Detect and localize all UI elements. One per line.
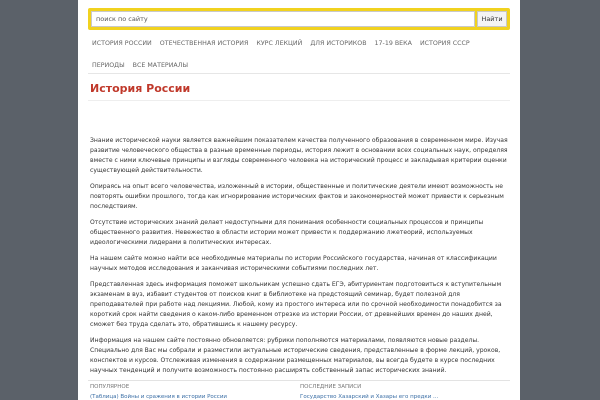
paragraph: Знание исторической науки является важнейшим показателем качества полученного образования в современном мире. Изучая развитие человеческого общества в разные временные периоды, история лежит в основании всех социальных наук, определяя вместе с ними ключевые принципы и взгляды современного человека на исторический процесс и закладывая критерии оценки существующей действительности. <box>90 137 508 174</box>
popular-widget-title: ПОПУЛЯРНОЕ <box>90 384 130 390</box>
recent-widget-title: ПОСЛЕДНИЕ ЗАПИСИ <box>300 384 362 390</box>
nav-item-kurs-lekciy[interactable]: КУРС ЛЕКЦИЙ <box>256 40 303 47</box>
nav-item-istoriya-sssr[interactable]: ИСТОРИЯ СССР <box>419 40 470 47</box>
paragraph: На нашем сайте можно найти все необходимые материалы по истории Российского государства, начиная от классификации научных методов исследования и заканчивая историческими событиями последних лет. <box>90 255 497 272</box>
title-divider <box>88 100 510 101</box>
paragraph: Представленная здесь информация поможет школьникам успешно сдать ЕГЭ, абитуриентам подготовиться к вступительным экзаменам в вуз, избавит студентов от поисков книг в библиотеке на предстоящий семинар, будет полезной для преподавателей при работе над лекциями. Любой, кому из простого интереса или по срочной необходимости понадобится за короткий срок найти сведения о каком-либо временном отрезке из истории России, от древнейших времен до наших дней, сможет без труда сделать это, обратившись к нашему ресурсу. <box>90 281 502 328</box>
nav-item-periody[interactable]: ПЕРИОДЫ <box>92 62 125 69</box>
nav-item-dlya-istorikov[interactable]: ДЛЯ ИСТОРИКОВ <box>310 40 367 47</box>
nav-item-17-19-veka[interactable]: 17-19 ВЕКА <box>374 40 412 47</box>
page-title: История России <box>90 82 191 95</box>
nav-item-otechestvennaya-istoriya[interactable]: ОТЕЧЕСТВЕННАЯ ИСТОРИЯ <box>159 40 249 47</box>
paragraph: Отсутствие исторических знаний делает недоступными для понимания особенности социальных процессов и принципы общественного развития. Невежество в области истории может привести к поддержанию лжетеорий, используемых идеологическими лидерами в политических интересах. <box>90 219 484 246</box>
paragraph: Информация на нашем сайте постоянно обновляется: рубрики пополняются материалами, появляются новые разделы. Специально для Вас мы собрали и разместили актуальные исторические сведения, представленные в форме лекций, уроков, конспектов и курсов. Отслеживая изменения в содержании размещенных материалов, вы всегда будете в курсе последних научных тенденций и получите возможность постоянно расширять собственный запас исторических знаний. <box>90 337 501 374</box>
nav-item-vse-materialy[interactable]: ВСЕ МАТЕРИАЛЫ <box>132 62 189 69</box>
search-button[interactable]: Найти <box>477 11 507 27</box>
article-content <box>90 136 508 382</box>
main-nav <box>88 40 510 70</box>
nav-item-istoriya-rossii[interactable]: ИСТОРИЯ РОССИИ <box>92 40 152 47</box>
page-container <box>78 0 520 400</box>
nav-divider <box>88 73 510 74</box>
search-input[interactable] <box>91 11 475 27</box>
paragraph: Опираясь на опыт всего человечества, изложенный в истории, общественные и политические деятели имеют возможность не повторять ошибки прошлого, тогда как игнорирование исторических фактов и закономерностей может привести к серьезным последствиям. <box>90 183 504 210</box>
footer-divider <box>88 380 510 381</box>
recent-link[interactable]: Государство Хазарский и Хазары его предки ... <box>300 394 439 400</box>
search-bar <box>88 8 510 30</box>
popular-link[interactable]: (Таблица) Войны и сражения в истории России <box>90 394 227 400</box>
